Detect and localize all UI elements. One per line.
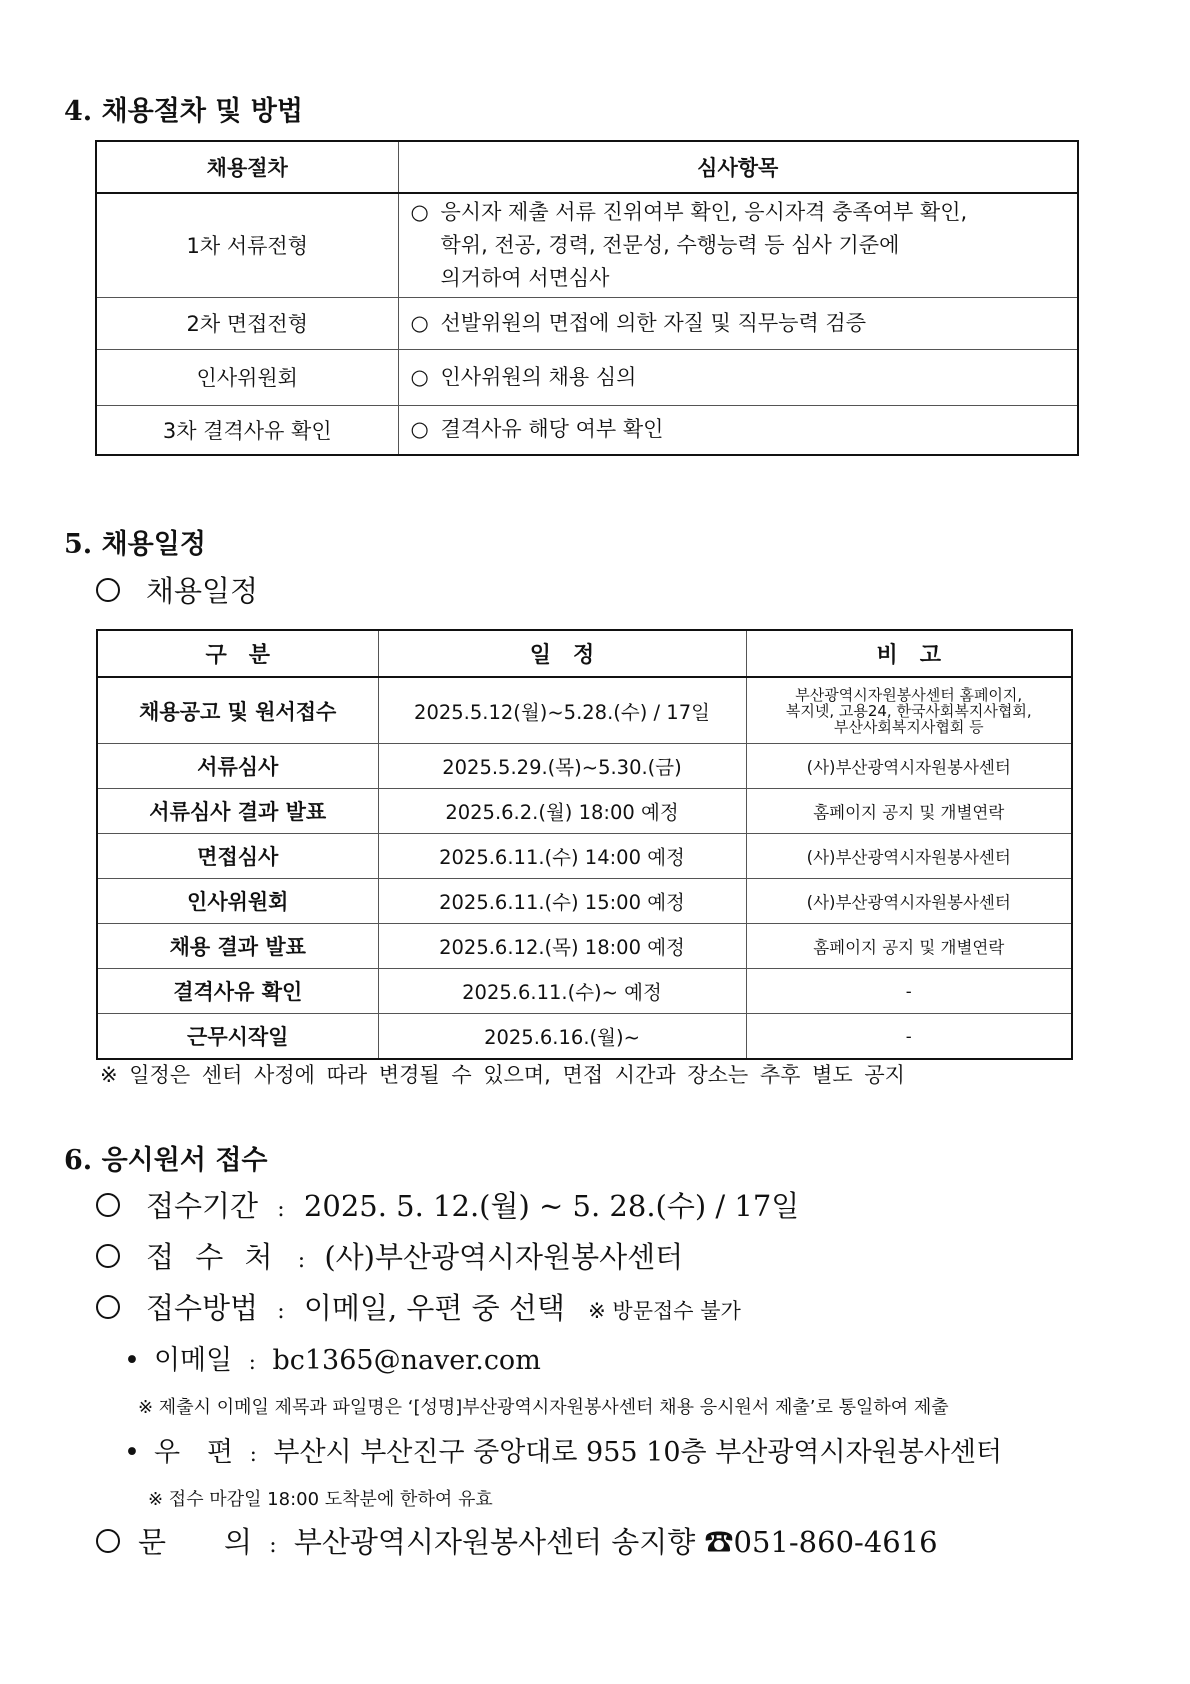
criteria-line: 선발위원의 면접에 의한 자질 및 직무능력 검증 [440, 310, 866, 335]
category-cell: 인사위원회 [97, 879, 378, 924]
method-label: 접수방법 [146, 1291, 259, 1325]
method-note: ※ 방문접수 불가 [588, 1299, 741, 1323]
circle-bullet-icon: ○ [410, 417, 429, 442]
mail-value: 부산시 부산진구 중앙대로 955 10층 부산광역시자원봉사센터 [273, 1437, 1003, 1468]
note-line: 부산사회복지사협회 등 [833, 717, 984, 736]
note-cell: (사)부산광역시자원봉사센터 [746, 744, 1072, 789]
note-line: 부산광역시자원봉사센터 홈페이지, [795, 685, 1023, 704]
place-value: (사)부산광역시자원봉사센터 [324, 1240, 684, 1274]
category-cell: 채용 결과 발표 [97, 924, 378, 969]
table-row [97, 924, 1072, 969]
period-value: 2025. 5. 12.(월) ~ 5. 28.(수) / 17일 [303, 1189, 800, 1223]
separator: : [297, 1248, 306, 1273]
procedure-cell: 2차 면접전형 [96, 297, 398, 349]
schedule-cell: 2025.6.12.(목) 18:00 예정 [378, 924, 746, 969]
place-row [96, 1235, 683, 1276]
separator: : [248, 1350, 256, 1374]
inquiry-label: 문 의 [138, 1525, 253, 1559]
category-cell: 서류심사 [97, 744, 378, 789]
criteria-cell [398, 349, 1078, 405]
circle-bullet-icon: ○ [410, 364, 429, 389]
section5-subtitle: 채용일정 [146, 574, 259, 608]
criteria-line: 응시자 제출 서류 진위여부 확인, 응시자격 충족여부 확인, [440, 199, 968, 224]
note-line: 복지넷, 고용24, 한국사회복지사협회, [785, 701, 1032, 720]
schedule-footnote: ※ 일정은 센터 사정에 따라 변경될 수 있으며, 면접 시간과 장소는 추후 별도 공지 [100, 1063, 905, 1087]
note-cell: 홈페이지 공지 및 개별연락 [746, 924, 1072, 969]
procedure-cell: 1차 서류전형 [96, 193, 398, 297]
table-row [96, 193, 1078, 297]
criteria-cell [398, 405, 1078, 455]
circle-bullet-icon: ○ [410, 310, 429, 335]
separator: : [277, 1299, 285, 1324]
criteria-line: 의거하여 서면심사 [440, 265, 610, 290]
circle-bullet-icon: ○ [410, 199, 429, 224]
note-cell [746, 677, 1072, 744]
circle-bullet-icon [96, 1193, 120, 1217]
category-cell: 결격사유 확인 [97, 969, 378, 1014]
table-row [97, 879, 1072, 924]
table-row [96, 349, 1078, 405]
schedule-cell: 2025.6.2.(월) 18:00 예정 [378, 789, 746, 834]
table-row [96, 297, 1078, 349]
section5-title: 5. 채용일정 [64, 529, 206, 560]
circle-bullet-icon [96, 1529, 120, 1553]
category-cell: 면접심사 [97, 834, 378, 879]
criteria-cell [398, 193, 1078, 297]
email-value: bc1365@naver.com [272, 1345, 541, 1376]
circle-bullet-icon [96, 578, 120, 602]
criteria-line: 결격사유 해당 여부 확인 [440, 417, 664, 442]
inquiry-row [96, 1520, 938, 1561]
mail-note: ※ 접수 마감일 18:00 도착분에 한하여 유효 [148, 1489, 493, 1510]
col-header-criteria: 심사항목 [398, 141, 1078, 193]
category-cell: 서류심사 결과 발표 [97, 789, 378, 834]
col-header-schedule: 일 정 [378, 630, 746, 677]
mail-label: 우 편 [153, 1437, 234, 1468]
bullet-dot-icon: • [124, 1437, 140, 1468]
category-cell: 채용공고 및 원서접수 [97, 677, 378, 744]
inquiry-value: 부산광역시자원봉사센터 송지향 ☎051-860-4616 [293, 1525, 938, 1559]
table-row [97, 677, 1072, 744]
category-cell: 근무시작일 [97, 1014, 378, 1060]
col-header-procedure: 채용절차 [96, 141, 398, 193]
table-row [97, 969, 1072, 1014]
section4-title: 4. 채용절차 및 방법 [64, 96, 303, 127]
criteria-cell [398, 297, 1078, 349]
email-row [124, 1338, 541, 1377]
table-row [96, 405, 1078, 455]
col-header-note: 비 고 [746, 630, 1072, 677]
procedure-cell: 3차 결격사유 확인 [96, 405, 398, 455]
note-cell: - [746, 1014, 1072, 1060]
section6-title: 6. 응시원서 접수 [64, 1145, 268, 1176]
period-label: 접수기간 [146, 1189, 259, 1223]
circle-bullet-icon [96, 1295, 120, 1319]
circle-bullet-icon [96, 1244, 120, 1268]
email-label: 이메일 [153, 1345, 233, 1376]
period-row [96, 1184, 799, 1225]
note-cell: 홈페이지 공지 및 개별연락 [746, 789, 1072, 834]
schedule-cell: 2025.6.16.(월)~ [378, 1014, 746, 1060]
separator: : [277, 1197, 285, 1222]
criteria-line: 인사위원의 채용 심의 [440, 364, 637, 389]
schedule-cell: 2025.5.29.(목)~5.30.(금) [378, 744, 746, 789]
method-row [96, 1286, 741, 1327]
method-value: 이메일, 우편 중 선택 [303, 1291, 565, 1325]
separator: : [249, 1442, 257, 1466]
separator: : [269, 1533, 277, 1558]
section5-subtitle-row [96, 569, 258, 610]
col-header-category: 구 분 [97, 630, 378, 677]
schedule-table [96, 629, 1073, 1060]
schedule-cell: 2025.6.11.(수)~ 예정 [378, 969, 746, 1014]
note-cell: (사)부산광역시자원봉사센터 [746, 834, 1072, 879]
schedule-cell: 2025.5.12(월)~5.28.(수) / 17일 [378, 677, 746, 744]
note-cell: (사)부산광역시자원봉사센터 [746, 879, 1072, 924]
table-row [97, 834, 1072, 879]
note-cell: - [746, 969, 1072, 1014]
email-note: ※ 제출시 이메일 제목과 파일명은 ‘[성명]부산광역시자원봉사센터 채용 응시원서 제출’로 통일하여 제출 [138, 1397, 949, 1418]
place-label: 접 수 처 [146, 1240, 279, 1274]
schedule-cell: 2025.6.11.(수) 14:00 예정 [378, 834, 746, 879]
table-header-row [96, 141, 1078, 193]
procedure-cell: 인사위원회 [96, 349, 398, 405]
table-row [97, 744, 1072, 789]
table-row [97, 1014, 1072, 1060]
table-header-row [97, 630, 1072, 677]
table-row [97, 789, 1072, 834]
mail-row [124, 1430, 1002, 1469]
procedure-table [95, 140, 1079, 456]
criteria-line: 학위, 전공, 경력, 전문성, 수행능력 등 심사 기준에 [440, 232, 900, 257]
bullet-dot-icon: • [124, 1345, 140, 1376]
schedule-cell: 2025.6.11.(수) 15:00 예정 [378, 879, 746, 924]
